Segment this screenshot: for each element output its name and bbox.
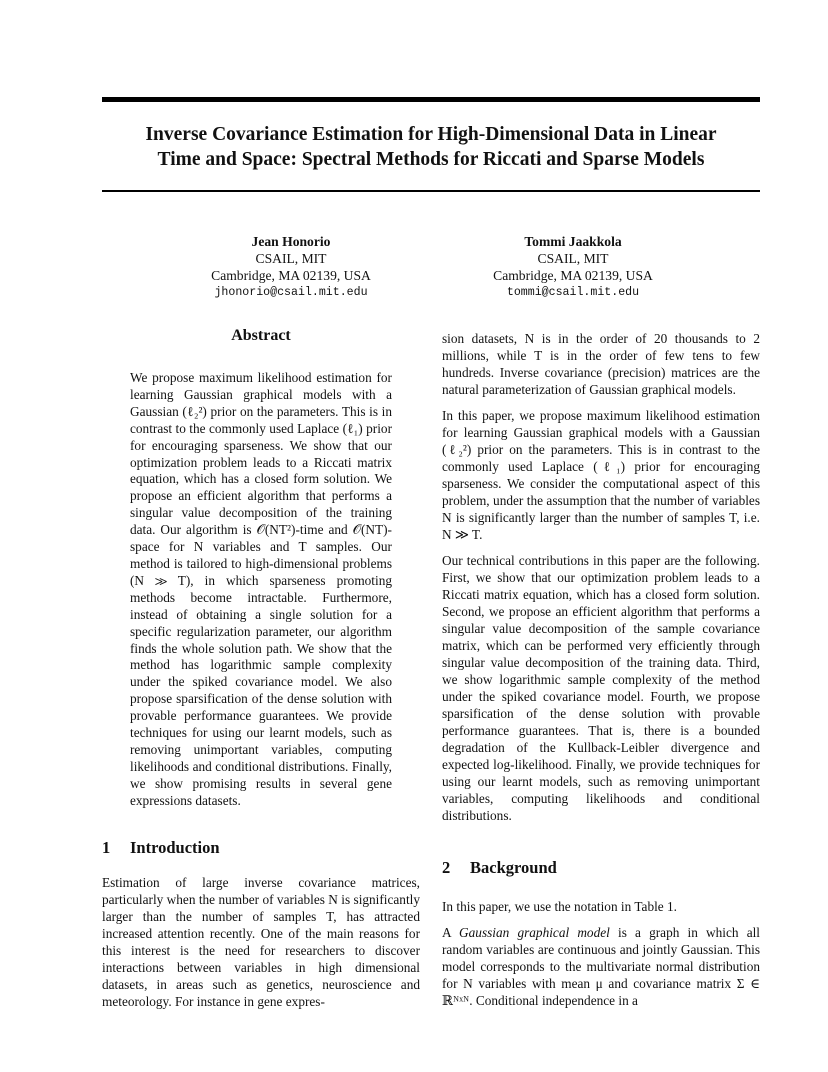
emphasized-term: Gaussian graphical model	[459, 925, 610, 940]
intro-paragraph-3: Our technical contributions in this paper are the following. First, we show that our optimization problem leads to a Riccati matrix equation, which has a closed form solution. Second, we propose an efficient algorithm that performs a singular value decomposition of the sample covariance matrix, which can be performed very efficiently through singular value decomposition of the training data. Third, we show logarithmic sample complexity of the method under the spiked covariance model. Fourth, we propose sparsification of the dense solution with provable performance guarantees. That is, there is a bounded degradation of the Kullback-Leibler divergence and expected log-likelihood. Finally, we provide techniques for using our learnt models, such as removing unimportant variables, computing likelihoods and conditional distributions.	[442, 553, 760, 823]
section-title: Background	[470, 858, 557, 877]
author-affiliation: CSAIL, MIT	[537, 251, 609, 266]
intro-paragraph-1: Estimation of large inverse covariance matrices, particularly when the number of variables N is significantly larger than the number of samples T, has attracted increased attention recently. One of the main reasons for this interest is the need for researchers to discover interactions between variables in high dimensional datasets, in areas such as genetics, neuroscience and meteorology. For instance in gene expres-	[102, 875, 420, 1009]
paper-title	[102, 122, 760, 172]
author-block-2	[423, 233, 723, 301]
intro-paragraph-1-continued: sion datasets, N is in the order of 20 thousands to 2 millions, while T is in the order of few tens to few hundreds. Inverse covariance (precision) matrices are the natural parameterization of Gaussian graphical models.	[442, 331, 760, 397]
text-run: A	[442, 925, 460, 940]
section-number: 2	[442, 858, 451, 877]
section-number: 1	[102, 838, 111, 857]
abstract-heading: Abstract	[231, 327, 291, 344]
author-name: Jean Honorio	[251, 234, 331, 249]
author-name: Tommi Jaakkola	[524, 234, 622, 249]
background-paragraph-2	[442, 924, 760, 1009]
author-affiliation: CSAIL, MIT	[255, 251, 327, 266]
top-rule	[102, 97, 760, 102]
section-title: Introduction	[130, 838, 220, 857]
title-line-2: Time and Space: Spectral Methods for Riccati and Sparse Models	[157, 149, 705, 170]
abstract-text: We propose maximum likelihood estimation for learning Gaussian graphical models with a Gaussian (ℓ₂²) prior on the parameters. This is in contrast to the commonly used Laplace (ℓ₁) prior for encouraging sparseness. We show that our optimization problem leads to a Riccati matrix equation, which has a closed form solution. We propose an efficient algorithm that performs a singular value decomposition of the training data. Our algorithm is 𝒪(NT²)-time and 𝒪(NT)-space for N variables and T samples. Our method is tailored to high-dimensional problems (N ≫ T), in which sparseness promoting methods become intractable. Furthermore, instead of obtaining a single solution for a specific regularization parameter, our algorithm finds the whole solution path. We show that the method has logarithmic sample complexity under the spiked covariance model. We also propose sparsification of the dense solution with provable performance guarantees. We provide techniques for using our learnt models, such as removing unimportant variables, computing likelihoods and conditional distributions. Finally, we show promising results in several gene expressions datasets.	[130, 370, 392, 808]
title-line-1: Inverse Covariance Estimation for High-Dimensional Data in Linear	[145, 124, 717, 145]
text-run: is a graph in which all random variables are continuous and jointly Gaussian. This model corresponds to the multivariate normal distribution for N variables with mean μ and covariance matrix Σ ∈ ℝᴺˣᴺ. Conditional independence in a	[442, 925, 761, 1008]
right-column	[442, 330, 760, 833]
author-address: Cambridge, MA 02139, USA	[211, 268, 371, 283]
background-paragraph-1: In this paper, we use the notation in Table 1.	[442, 899, 677, 914]
author-address: Cambridge, MA 02139, USA	[493, 268, 653, 283]
section-heading-background	[442, 858, 557, 878]
intro-paragraph-2: In this paper, we propose maximum likelihood estimation for learning Gaussian graphical models with a Gaussian (ℓ₂²) prior on the parameters. This is in contrast to the commonly used Laplace (ℓ₁) prior for encouraging sparseness. We consider the computational aspect of this problem, under the assumption that the number of variables N is significantly larger than the number of samples T, i.e. N ≫ T.	[442, 408, 760, 542]
section-heading-introduction	[102, 838, 220, 858]
title-rule	[102, 190, 760, 192]
author-email[interactable]: tommi@csail.mit.edu	[506, 286, 640, 299]
author-email[interactable]: jhonorio@csail.mit.edu	[214, 286, 368, 299]
background-body	[442, 898, 760, 1018]
author-block-1	[141, 233, 441, 301]
